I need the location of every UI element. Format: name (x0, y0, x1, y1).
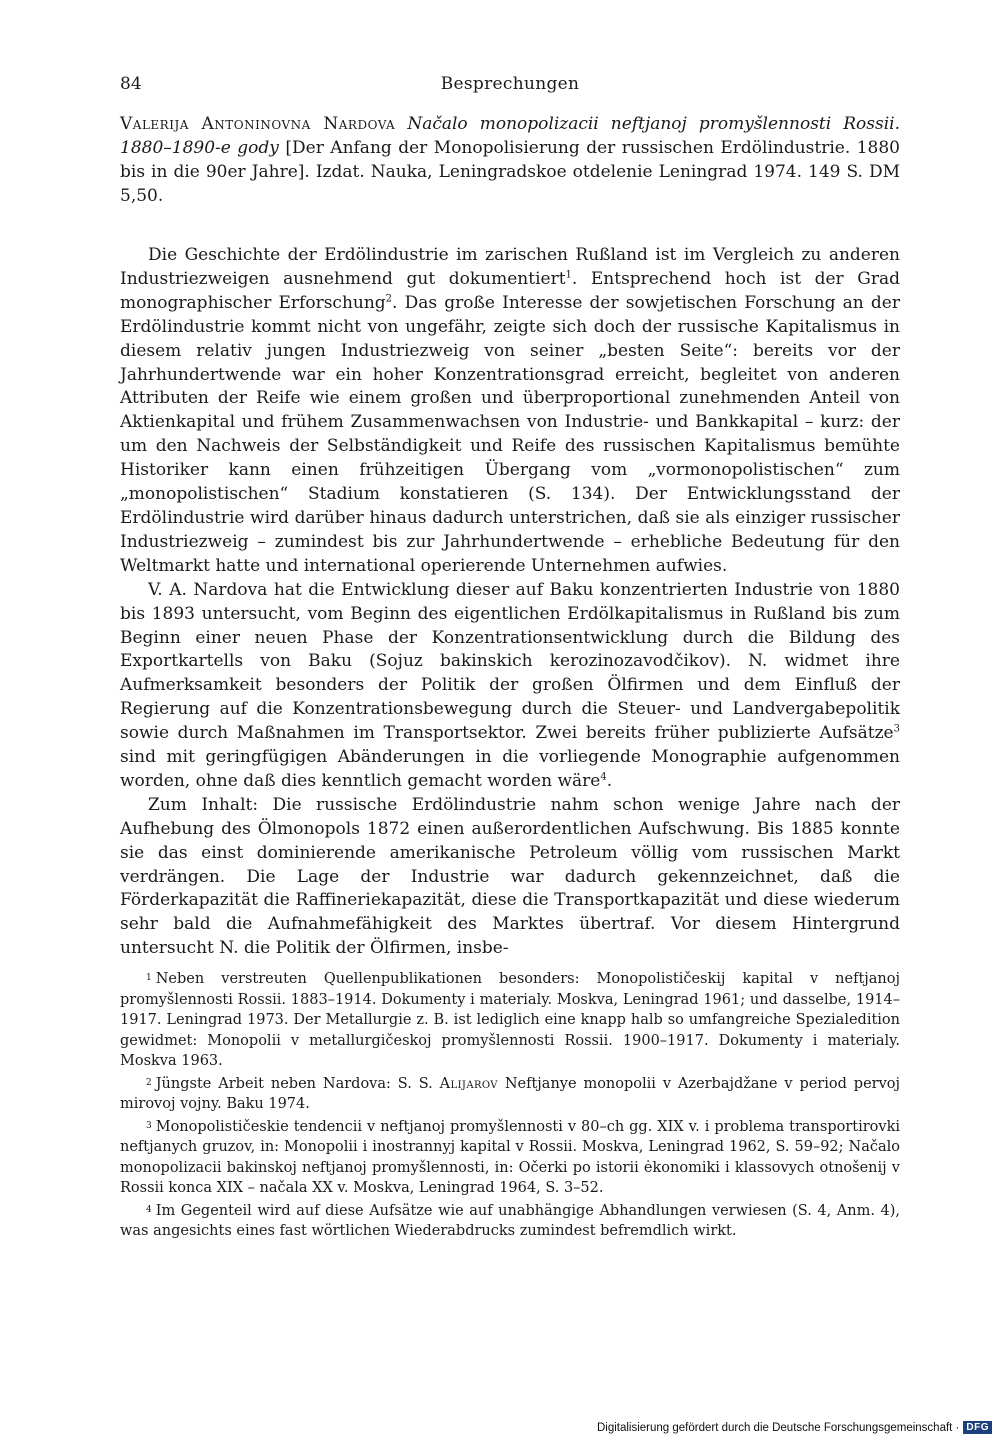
footnote-2: $^2$ Jüngste Arbeit neben Nardova: S. S. Alijarov Neftjanye monopolii v Azerbajdžane v period pervoj mirovoj vojny. Baku 1974. (120, 1075, 900, 1112)
body-paragraph-3: Zum Inhalt: Die russische Erdölindustrie nahm schon wenige Jahre nach der Aufhebung des Ölmonopols 1872 einen außerordentlichen Aufschwung. Bis 1885 konnte sie das einst dominierende amerikanische Petroleum völlig vom russischen Markt verdrängen. Die Lage der Industrie war dadurch gekennzeichnet, daß die Förderkapazität die Raffineriekapazität, diese die Transportkapazität und diese wiederum sehr bald die Aufnahmefähigkeit des Marktes übertraf. Vor diesem Hintergrund untersucht N. die Politik der Ölfirmen, insbe- (120, 794, 900, 959)
footnote-marker: 3 (146, 1120, 152, 1131)
cited-author: Alijarov (439, 1075, 498, 1092)
page-header (120, 74, 900, 98)
footnote-4: $^4$ Im Gegenteil wird auf diese Aufsätze wie auf unabhängige Abhandlungen verwiesen (S. 4, Anm. 4), was angesichts eines fast wörtlichen Wiederabdrucks zumindest befremdlich wirkt. (120, 1202, 900, 1239)
footnotes (120, 969, 900, 1242)
footnote-ref-1: 1 (565, 269, 572, 281)
review-book-details: [Der Anfang der Monopolisierung der russischen Erdölindustrie. 1880 bis in die 90er Jahre]. Izdat. Nauka, Leningradskoe otdelenie Leningrad 1974. 149 S. DM 5,50. (120, 138, 900, 206)
body-paragraph-1: Die Geschichte der Erdölindustrie im zarischen Rußland ist im Vergleich zu anderen Industriezweigen ausnehmend gut dokumentiert$^1$. Entsprechend hoch ist der Grad monographischer Erforschung$^2$. Das große Interesse der sowjetischen Forschung an der Erdölindustrie kommt nicht von ungefähr, zeigte sich doch der russische Kapitalismus in diesem relativ jungen Industriezweig von seiner „besten Seite“: bereits vor der Jahrhundertwende war ein hoher Konzentrationsgrad erreicht, begleitet von anderen Attributen der Reife wie einem großen und überproportional zunehmenden Anteil von Aktienkapital und frühem Zusammenwachsen von Industrie- und Bankkapital – kurz: der um den Nachweis der Selbständigkeit und Reife des russischen Kapitalismus bemühte Historiker kann einen frühzeitigen Übergang vom „vormonopolistischen“ zum „monopolistischen“ Stadium konstatieren (S. 134). Der Entwicklungsstand der Erdölindustrie wird darüber hinaus dadurch unterstrichen, daß sie als einziger russischer Industriezweig – zumindest bis zur Jahrhundertwende – erhebliche Bedeutung für den Weltmarkt hatte und international operierende Unternehmen aufwies. (120, 245, 900, 576)
footnote-marker: 1 (146, 973, 152, 983)
digitization-credit (597, 1421, 992, 1434)
footnote-ref-3: 3 (893, 723, 900, 735)
footnote-marker: 2 (146, 1077, 152, 1088)
review-body (120, 244, 900, 961)
footnote-marker: 4 (146, 1204, 152, 1215)
footnote-1: $^1$ Neben verstreuten Quellenpublikationen besonders: Monopolističeskij kapital v neftjanoj promyšlennosti Rossii. 1883–1914. Dokumenty i materialy. Moskva, Leningrad 1961; und dasselbe, 1914–1917. Leningrad 1973. Der Metallurgie z. B. ist lediglich eine knapp halb so umfangreiche Spezialedition gewidmet: Monopolii v metallurgičeskoj promyšlennosti Rossii. 1900–1917. Dokumenty i materialy. Moskva 1963. (120, 971, 900, 1069)
review-citation (120, 112, 900, 208)
footnote-ref-4: 4 (600, 771, 607, 783)
page-number: 84 (120, 74, 142, 94)
dfg-logo: DFG (963, 1421, 992, 1434)
footnote-ref-2: 2 (385, 293, 393, 305)
review-author: Valerija Antoninovna Nardova (120, 114, 396, 134)
running-title: Besprechungen (440, 74, 580, 94)
footnote-3: $^3$ Monopolističeskie tendencii v neftjanoj promyšlennosti v 80–ch gg. XIX v. i problema transportirovki neftjanych gruzov, in: Monopolii i inostrannyj kapital v Rossii. Moskva, Leningrad 1962, S. 59–92; Načalo monopolizacii bakinskoj neftjanoj promyšlennosti, in: Očerki po istorii ėkonomiki i klassovych otnošenij v Rossii konca XIX – načala XX v. Moskva, Leningrad 1964, S. 3–52. (120, 1118, 900, 1196)
review-book-title: Načalo monopolizacii neftjanoj promyšlennosti Rossii. 1880–1890-e gody (120, 114, 901, 158)
body-paragraph-2: V. A. Nardova hat die Entwicklung dieser auf Baku konzentrierten Industrie von 1880 bis 1893 untersucht, vom Beginn des eigentlichen Erdölkapitalismus in Rußland bis zum Beginn einer neuen Phase der Konzentrationsentwicklung durch die Bildung des Exportkartells von Baku (Sojuz bakinskich kerozinozavodčikov). N. widmet ihre Aufmerksamkeit besonders der Politik der großen Ölfirmen und dem Einfluß der Regierung auf die Konzentrationsbewegung durch die Steuer- und Landvergabepolitik sowie durch Maßnahmen im Transportsektor. Zwei bereits früher publizierte Aufsätze$^3$ sind mit geringfügigen Abänderungen in die vorliegende Monographie aufgenommen worden, ohne daß dies kenntlich gemacht worden wäre$^4$. (120, 579, 900, 791)
credit-text: Digitalisierung gefördert durch die Deutsche Forschungsgemeinschaft · (596, 1421, 960, 1434)
